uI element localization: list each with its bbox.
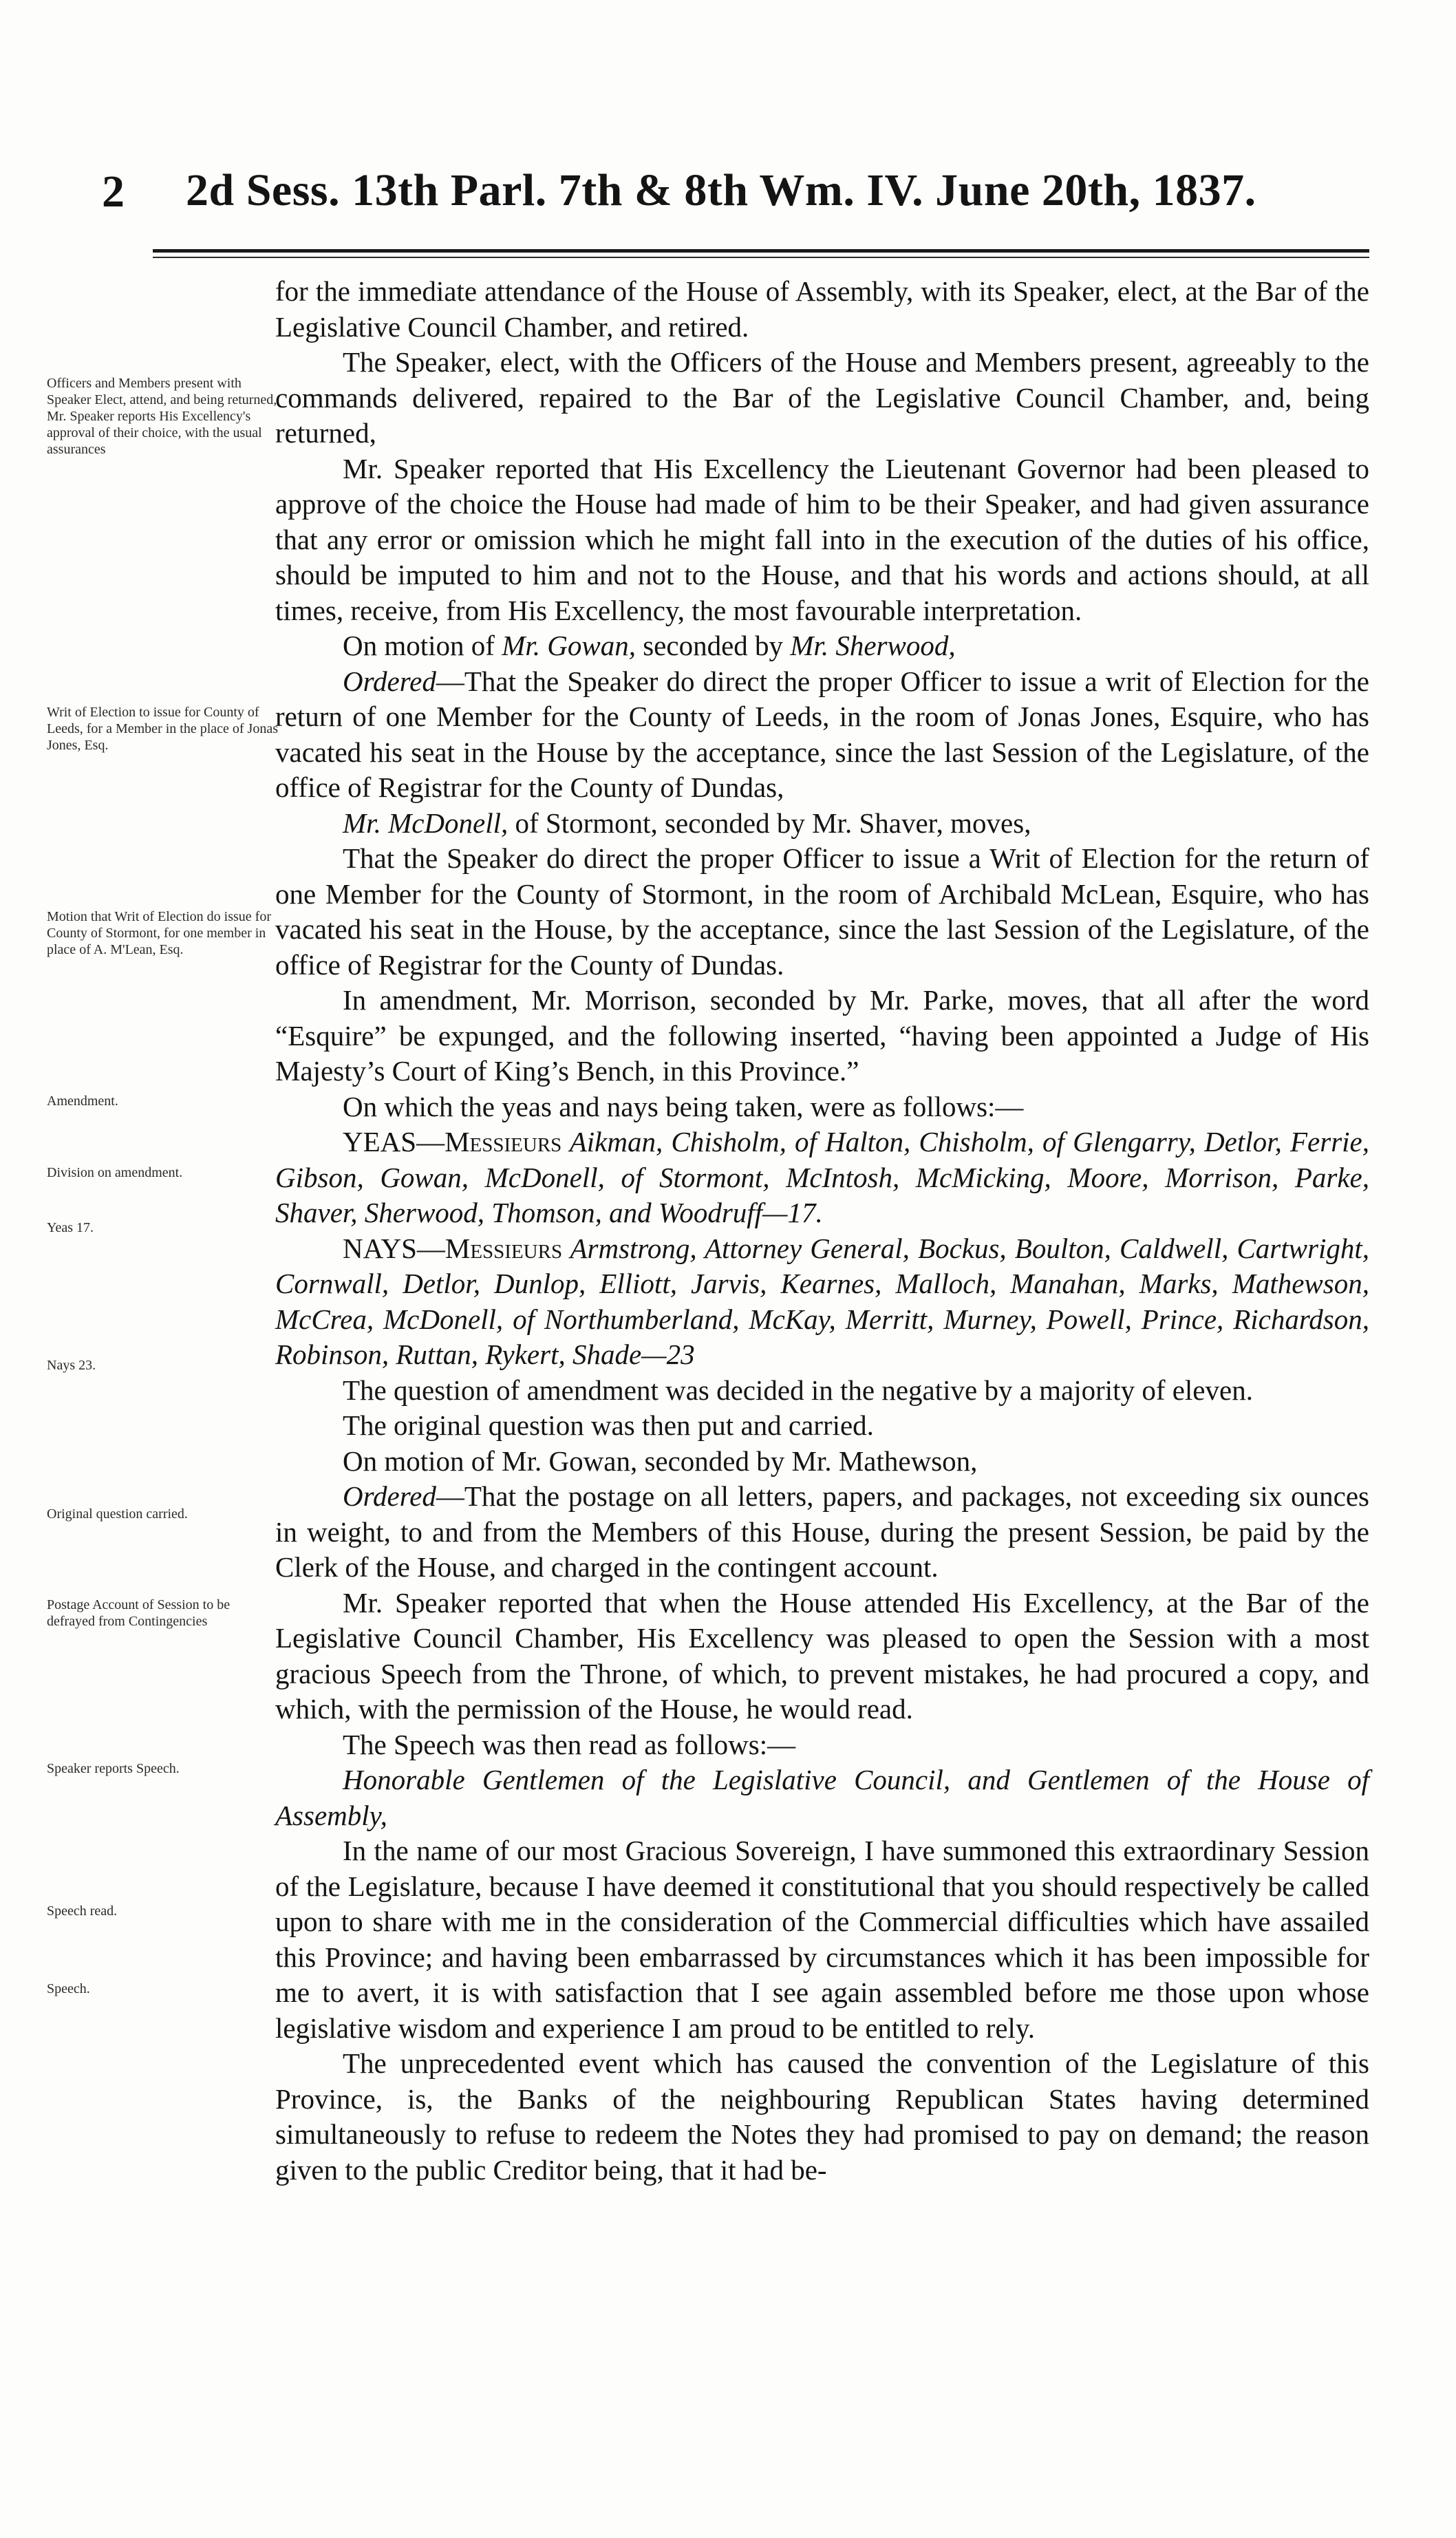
paragraph: for the immediate attendance of the House of Assembly, with its Speaker, elect, at the Bar of the Legislative Council Chamber, and retired.: [275, 275, 1369, 343]
margin-note: Original question carried.: [47, 1506, 188, 1522]
paragraph: The original question was then put and carried.: [343, 1409, 874, 1441]
paragraph: The Speaker, elect, with the Officers of the House and Members present, agreeably to the commands delivered, repaired to the Bar of the Legislative Council Chamber, and, being returned,: [275, 346, 1369, 449]
speech-salutation: Honorable Gentlemen of the Legislative Council, and Gentlemen of the House of Assembly,: [275, 1764, 1369, 1831]
paragraph: The unprecedented event which has caused the convention of the Legislature of this Province, is, the Banks of the neighbouring Republican States having determined simultaneously to refuse to redeem the Notes they had promised to pay on demand; the reason given to the public Creditor being, that it had be-: [275, 2047, 1369, 2186]
paragraph: On motion of Mr. Gowan, seconded by Mr. Mathewson,: [343, 1444, 978, 1477]
running-header: [89, 162, 1369, 231]
paragraph: On motion of Mr. Gowan, seconded by Mr. Sherwood,: [343, 630, 956, 661]
paragraph: In the name of our most Gracious Sovereign, I have summoned this extraordinary Session of the Legislature, because I have deemed it constitutional that you should respectively be called upon to share with me in the consideration of the Commercial difficulties which have assailed this Province; and having been embarrassed by circumstances which it has been impossible for me to avert, it is with satisfaction that I see again assembled before me those upon whose legislative wisdom and experience I am proud to be entitled to rely.: [275, 1835, 1369, 2044]
page-number: 2: [102, 167, 125, 217]
running-title: 2d Sess. 13th Parl. 7th & 8th Wm. IV. June 20th, 1837.: [186, 165, 1256, 215]
paragraph: That the Speaker do direct the proper Officer to issue a Writ of Election for the return of one Member for the County of Stormont, in the room of Archibald McLean, Esquire, who has vacated his seat in the House, by the acceptance, since the last Session of the Legislature, of the office of Registrar for the County of Dundas.: [275, 842, 1369, 981]
margin-note: Yeas 17.: [47, 1220, 94, 1235]
margin-note: Division on amendment.: [47, 1165, 183, 1180]
margin-note: Speaker reports Speech.: [47, 1761, 180, 1776]
paragraph: In amendment, Mr. Morrison, seconded by Mr. Parke, moves, that all after the word “Esquire” be expunged, and the following inserted, “having been appointed a Judge of His Majesty’s Court of King’s Bench, in this Province.”: [275, 984, 1369, 1087]
margin-note: Speech read.: [47, 1904, 118, 1919]
margin-note: Amendment.: [47, 1094, 118, 1109]
margin-note: Motion that Writ of Election do issue for County of Stormont, for one member in place of A. M'Lean, Esq.: [47, 909, 271, 957]
margin-note: Nays 23.: [47, 1358, 96, 1373]
header-rule-thick: [153, 249, 1369, 253]
paragraph: The Speech was then read as follows:—: [343, 1728, 796, 1760]
paragraph: On which the yeas and nays being taken, were as follows:—: [343, 1090, 1024, 1122]
paragraph: Mr. Speaker reported that when the House attended His Excellency, at the Bar of the Legislative Council Chamber, His Excellency was pleased to open the Session with a most gracious Speech from the Throne, of which, to prevent mistakes, he had procured a copy, and which, with the permission of the House, he would read.: [275, 1586, 1369, 1725]
margin-note: Officers and Members present with Speaker Elect, attend, and being returned, Mr. Speaker reports His Excellency's approval of their choice, with the usual assurances: [47, 376, 277, 457]
nays-list: NAYS—Messieurs Armstrong, Attorney General, Bockus, Boulton, Caldwell, Cartwright, Cornwall, Detlor, Dunlop, Elliott, Jarvis, Kearnes, Malloch, Manahan, Marks, Mathewson, McCrea, McDonell, of Northumberland, McKay, Merritt, Murney, Powell, Prince, Richardson, Robinson, Ruttan, Rykert, Shade—23: [275, 1232, 1369, 1370]
paragraph: Ordered—That the postage on all letters, papers, and packages, not exceeding six ounces in weight, to and from the Members of this House, during the present Session, be paid by the Clerk of the House, and charged in the contingent account.: [275, 1480, 1369, 1583]
margin-note: Speech.: [47, 1981, 90, 1996]
paragraph: Ordered—That the Speaker do direct the proper Officer to issue a writ of Election for the return of one Member for the County of Leeds, in the room of Jonas Jones, Esquire, who has vacated his seat in the House by the acceptance, since the last Session of the Legislature, of the office of Registrar for the County of Dundas,: [275, 665, 1369, 803]
header-rule-thin: [153, 257, 1369, 258]
yeas-list: YEAS—Messieurs Aikman, Chisholm, of Halton, Chisholm, of Glengarry, Detlor, Ferrie, Gibson, Gowan, McDonell, of Stormont, McIntosh, McMicking, Moore, Morrison, Parke, Shaver, Sherwood, Thomson, and Woodruff—17.: [275, 1126, 1369, 1228]
paragraph: The question of amendment was decided in the negative by a majority of eleven.: [343, 1374, 1253, 1406]
paragraph: Mr. McDonell, of Stormont, seconded by Mr. Shaver, moves,: [343, 807, 1031, 839]
margin-note: Postage Account of Session to be defrayed from Contingencies: [47, 1597, 231, 1629]
margin-note: Writ of Election to issue for County of Leeds, for a Member in the place of Jonas Jones, Esq.: [47, 705, 278, 753]
paragraph: Mr. Speaker reported that His Excellency the Lieutenant Governor had been pleased to approve of the choice the House had made of him to be their Speaker, and had given assurance that any error or omission which he might fall into in the execution of the duties of his office, should be imputed to him and not to the House, and that his words and actions should, at all times, receive, from His Excellency, the most favourable interpretation.: [275, 452, 1369, 626]
body-text: [275, 274, 1369, 2188]
